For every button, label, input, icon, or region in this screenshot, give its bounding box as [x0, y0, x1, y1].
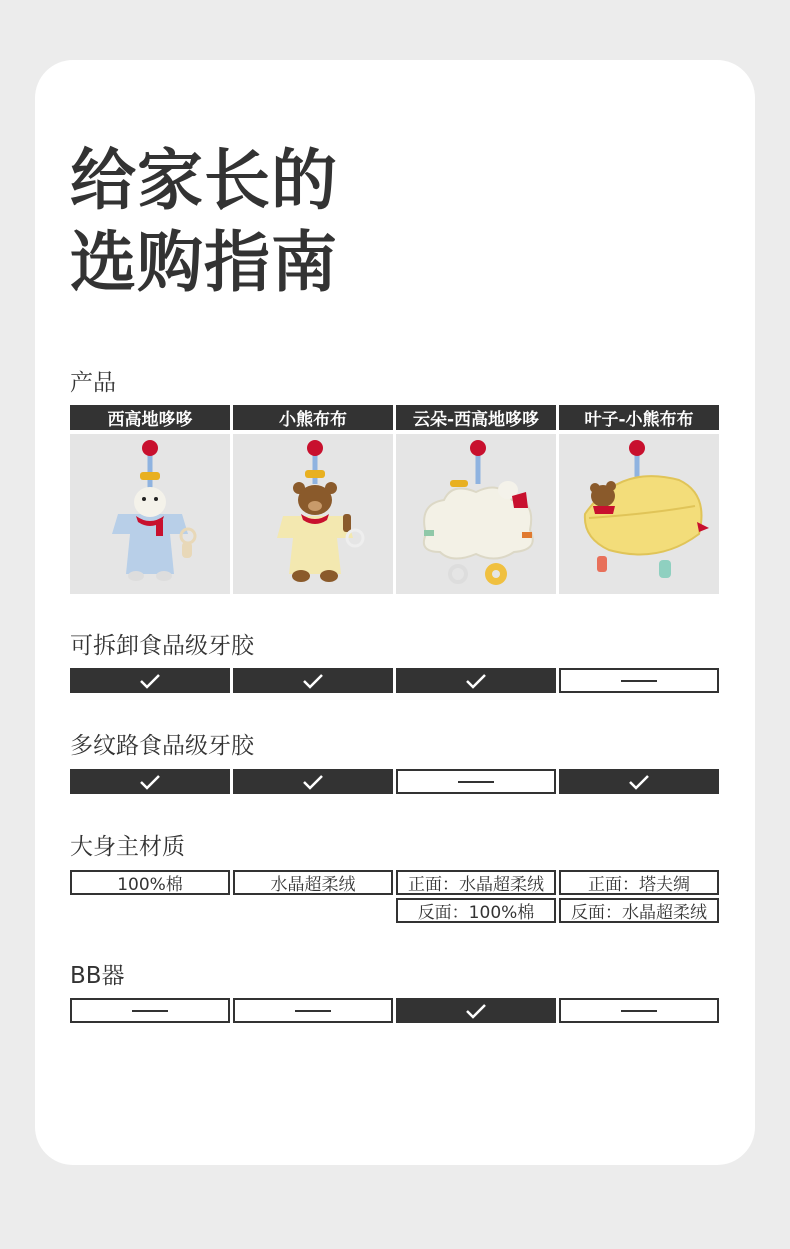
bb-value-4	[559, 998, 719, 1023]
textured-teether-value-4	[559, 769, 719, 794]
material-back-3: 反面：100%棉	[396, 898, 556, 923]
check-icon	[139, 673, 161, 689]
product-name-leaf-bear: 叶子-小熊布布	[559, 405, 719, 430]
product-name-bear: 小熊布布	[233, 405, 393, 430]
product-header-row	[70, 405, 720, 430]
dash-icon	[621, 1010, 657, 1012]
check-icon	[302, 673, 324, 689]
dash-icon	[132, 1010, 168, 1012]
section-label-removable-teether: 可拆卸食品级牙胶	[70, 633, 254, 659]
removable-teether-row	[70, 668, 720, 693]
product-name-west-highland: 西高地哆哆	[70, 405, 230, 430]
section-label-product: 产品	[70, 370, 116, 396]
material-value-2: 水晶超柔绒	[233, 870, 393, 895]
material-value-1: 100%棉	[70, 870, 230, 895]
bb-value-2	[233, 998, 393, 1023]
product-image-cloud-west-highland	[396, 434, 556, 594]
check-icon	[139, 774, 161, 790]
textured-teether-value-2	[233, 769, 393, 794]
product-image-leaf-bear	[559, 434, 719, 594]
product-image-bear	[233, 434, 393, 594]
check-icon	[302, 774, 324, 790]
section-label-textured-teether: 多纹路食品级牙胶	[70, 733, 254, 759]
page-title	[70, 140, 338, 304]
bb-value-3	[396, 998, 556, 1023]
removable-teether-value-4	[559, 668, 719, 693]
removable-teether-value-1	[70, 668, 230, 693]
material-back-4: 反面：水晶超柔绒	[559, 898, 719, 923]
dash-icon	[621, 680, 657, 682]
bb-value-1	[70, 998, 230, 1023]
dash-icon	[458, 781, 494, 783]
title-line-1: 给家长的	[70, 142, 338, 219]
bb-row	[70, 998, 720, 1023]
title-line-2: 选购指南	[70, 224, 338, 301]
material-row-2	[70, 898, 720, 923]
product-name-cloud-west-highland: 云朵-西高地哆哆	[396, 405, 556, 430]
check-icon	[465, 1003, 487, 1019]
textured-teether-row	[70, 769, 720, 794]
material-front-3: 正面：水晶超柔绒	[396, 870, 556, 895]
textured-teether-value-3	[396, 769, 556, 794]
dash-icon	[295, 1010, 331, 1012]
removable-teether-value-3	[396, 668, 556, 693]
section-label-bb: BB器	[70, 963, 125, 989]
material-front-4: 正面：塔夫绸	[559, 870, 719, 895]
section-label-material: 大身主材质	[70, 834, 185, 860]
removable-teether-value-2	[233, 668, 393, 693]
textured-teether-value-1	[70, 769, 230, 794]
check-icon	[465, 673, 487, 689]
material-row-1	[70, 870, 720, 895]
check-icon	[628, 774, 650, 790]
product-image-west-highland	[70, 434, 230, 594]
